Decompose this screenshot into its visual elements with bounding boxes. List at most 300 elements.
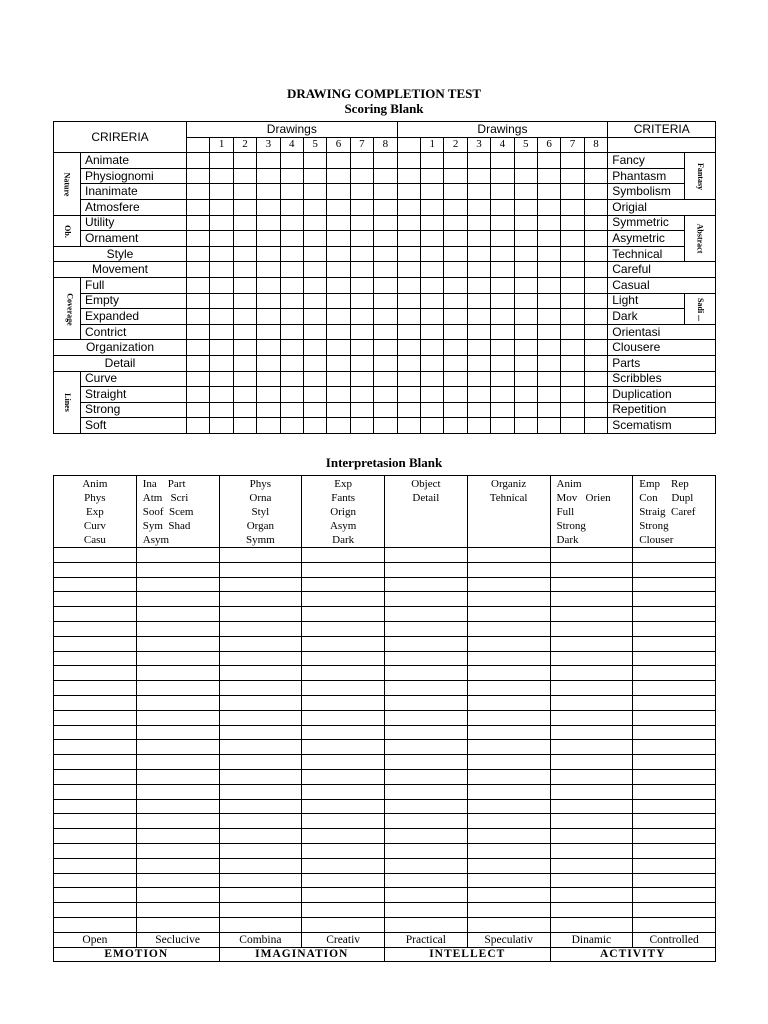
score-cell xyxy=(467,231,490,247)
interp-blank-cell xyxy=(219,903,302,918)
drawing-number: 1 xyxy=(210,137,233,153)
score-cell xyxy=(584,215,608,231)
interp-blank-cell xyxy=(385,548,468,563)
score-cell xyxy=(257,199,280,215)
score-cell xyxy=(467,309,490,325)
interp-blank-cell xyxy=(633,829,716,844)
interp-blank-cell xyxy=(302,755,385,770)
score-cell xyxy=(257,293,280,309)
criteria-item-left: Utility xyxy=(81,215,187,231)
lines-group xyxy=(54,371,81,433)
interp-blank-cell xyxy=(467,829,550,844)
score-cell xyxy=(257,153,280,169)
score-cell xyxy=(491,231,514,247)
score-cell xyxy=(421,246,444,262)
score-cell xyxy=(187,340,210,356)
score-cell xyxy=(233,184,256,200)
interp-blank-cell xyxy=(467,888,550,903)
score-cell xyxy=(561,402,584,418)
score-cell xyxy=(374,215,398,231)
interp-blank-cell xyxy=(633,858,716,873)
criteria-item-left: Inanimate xyxy=(81,184,187,200)
interp-blank-cell xyxy=(385,710,468,725)
score-cell xyxy=(327,215,350,231)
score-cell xyxy=(210,355,233,371)
score-cell xyxy=(491,168,514,184)
interp-blank-cell xyxy=(550,695,633,710)
criteria-header-right: CRITERIA xyxy=(608,122,716,138)
score-cell xyxy=(374,371,398,387)
score-cell xyxy=(187,387,210,403)
score-cell xyxy=(257,402,280,418)
interp-blank-cell xyxy=(136,873,219,888)
score-cell xyxy=(233,231,256,247)
fantasy-group xyxy=(685,153,716,200)
score-cell xyxy=(397,184,420,200)
score-cell xyxy=(421,184,444,200)
score-cell xyxy=(187,277,210,293)
score-cell xyxy=(257,309,280,325)
interp-blank-cell xyxy=(467,755,550,770)
interp-blank-cell xyxy=(550,755,633,770)
score-cell xyxy=(303,418,326,434)
interp-blank-cell xyxy=(467,577,550,592)
interp-blank-cell xyxy=(385,725,468,740)
interp-blank-cell xyxy=(136,695,219,710)
interp-blank-cell xyxy=(550,577,633,592)
score-cell xyxy=(444,215,467,231)
score-cell xyxy=(421,168,444,184)
interp-blank-cell xyxy=(136,562,219,577)
score-cell xyxy=(514,153,537,169)
score-cell xyxy=(327,153,350,169)
score-cell xyxy=(303,324,326,340)
score-cell xyxy=(280,293,303,309)
interp-blank-cell xyxy=(550,784,633,799)
score-cell xyxy=(350,371,373,387)
score-cell xyxy=(187,199,210,215)
score-cell xyxy=(187,402,210,418)
interp-blank-cell xyxy=(633,562,716,577)
interp-blank-cell xyxy=(550,621,633,636)
drawing-number-blank xyxy=(397,137,420,153)
ob-group xyxy=(54,215,81,246)
interp-blank-cell xyxy=(550,888,633,903)
score-cell xyxy=(467,215,490,231)
score-cell xyxy=(233,246,256,262)
score-cell xyxy=(421,340,444,356)
score-cell xyxy=(350,324,373,340)
interp-blank-cell xyxy=(467,799,550,814)
interp-blank-cell xyxy=(633,888,716,903)
interp-blank-cell xyxy=(219,577,302,592)
score-cell xyxy=(491,246,514,262)
criteria-item-right: Fancy xyxy=(608,153,685,169)
score-cell xyxy=(327,168,350,184)
interp-blank-cell xyxy=(467,666,550,681)
interp-blank-cell xyxy=(467,784,550,799)
score-cell xyxy=(210,418,233,434)
score-cell xyxy=(584,168,608,184)
drawing-number-blank xyxy=(187,137,210,153)
score-cell xyxy=(350,153,373,169)
score-cell xyxy=(257,231,280,247)
score-cell xyxy=(561,355,584,371)
score-cell xyxy=(397,231,420,247)
interp-column-header: Organiz Tehnical xyxy=(467,476,550,548)
interp-blank-cell xyxy=(54,710,137,725)
score-cell xyxy=(327,246,350,262)
score-cell xyxy=(467,371,490,387)
score-cell xyxy=(397,309,420,325)
nature-group-label: Nature xyxy=(62,172,72,197)
score-cell xyxy=(280,199,303,215)
interp-blank-cell xyxy=(467,917,550,932)
interp-blank-cell xyxy=(302,784,385,799)
interp-blank-cell xyxy=(219,814,302,829)
score-cell xyxy=(187,371,210,387)
fantasy-group-label: Fantasy xyxy=(695,163,705,191)
score-cell xyxy=(350,418,373,434)
drawing-number: 6 xyxy=(327,137,350,153)
criteria-header-left: CRIRERIA xyxy=(54,122,187,153)
interp-blank-cell xyxy=(136,666,219,681)
score-cell xyxy=(327,184,350,200)
interp-blank-cell xyxy=(633,607,716,622)
interp-blank-cell xyxy=(385,636,468,651)
score-cell xyxy=(187,246,210,262)
interp-footer-label: Seclucive xyxy=(136,932,219,947)
criteria-blank xyxy=(608,137,716,153)
score-cell xyxy=(561,340,584,356)
interp-blank-cell xyxy=(136,843,219,858)
interp-blank-cell xyxy=(550,873,633,888)
lines-group-label: Lines xyxy=(62,393,72,413)
score-cell xyxy=(584,371,608,387)
interp-blank-cell xyxy=(467,681,550,696)
score-cell xyxy=(561,215,584,231)
score-cell xyxy=(280,184,303,200)
score-cell xyxy=(257,418,280,434)
interp-column-header: Anim Mov Orien Full Strong Dark xyxy=(550,476,633,548)
score-cell xyxy=(257,355,280,371)
score-cell xyxy=(397,371,420,387)
score-cell xyxy=(561,293,584,309)
score-cell xyxy=(187,418,210,434)
interp-blank-cell xyxy=(54,740,137,755)
interp-blank-cell xyxy=(302,903,385,918)
interp-blank-cell xyxy=(550,814,633,829)
score-cell xyxy=(561,246,584,262)
score-cell xyxy=(444,387,467,403)
score-cell xyxy=(233,355,256,371)
score-cell xyxy=(467,199,490,215)
interp-blank-cell xyxy=(302,666,385,681)
score-cell xyxy=(233,402,256,418)
interp-blank-cell xyxy=(633,917,716,932)
interp-blank-cell xyxy=(550,607,633,622)
score-cell xyxy=(187,153,210,169)
interp-blank-cell xyxy=(550,843,633,858)
interp-blank-cell xyxy=(54,666,137,681)
interp-blank-cell xyxy=(136,548,219,563)
score-cell xyxy=(491,153,514,169)
drawing-number: 3 xyxy=(467,137,490,153)
score-cell xyxy=(327,293,350,309)
score-cell xyxy=(303,387,326,403)
criteria-item-right: Careful xyxy=(608,262,716,278)
score-cell xyxy=(491,387,514,403)
criteria-item-left: Atmosfere xyxy=(81,199,187,215)
score-cell xyxy=(233,418,256,434)
drawing-number: 8 xyxy=(584,137,608,153)
score-cell xyxy=(537,246,560,262)
interp-blank-cell xyxy=(385,666,468,681)
score-cell xyxy=(514,355,537,371)
criteria-item-right: Phantasm xyxy=(608,168,685,184)
score-cell xyxy=(210,153,233,169)
score-cell xyxy=(303,168,326,184)
interp-blank-cell xyxy=(219,681,302,696)
score-cell xyxy=(514,402,537,418)
score-cell xyxy=(210,215,233,231)
drawings-header-left: Drawings xyxy=(187,122,398,138)
interp-blank-cell xyxy=(219,843,302,858)
score-cell xyxy=(397,402,420,418)
interp-blank-cell xyxy=(219,710,302,725)
score-cell xyxy=(584,309,608,325)
interp-column-header: Ina Part Atm Scri Soof Scem Sym Shad Asym xyxy=(136,476,219,548)
score-cell xyxy=(374,340,398,356)
interp-blank-cell xyxy=(219,799,302,814)
interp-blank-cell xyxy=(136,681,219,696)
criteria-item-left: Detail xyxy=(54,355,187,371)
score-cell xyxy=(257,262,280,278)
score-cell xyxy=(397,246,420,262)
score-cell xyxy=(303,215,326,231)
criteria-item-left: Straight xyxy=(81,387,187,403)
interp-blank-cell xyxy=(467,769,550,784)
abstract-group-label: Abstract xyxy=(695,224,705,254)
score-cell xyxy=(421,387,444,403)
interp-blank-cell xyxy=(54,695,137,710)
score-cell xyxy=(233,277,256,293)
score-cell xyxy=(537,387,560,403)
interp-blank-cell xyxy=(54,903,137,918)
score-cell xyxy=(537,371,560,387)
interp-blank-cell xyxy=(633,725,716,740)
interp-footer-label: Practical xyxy=(385,932,468,947)
score-cell xyxy=(280,168,303,184)
score-cell xyxy=(350,402,373,418)
interp-blank-cell xyxy=(219,873,302,888)
interp-blank-cell xyxy=(136,888,219,903)
score-cell xyxy=(350,199,373,215)
score-cell xyxy=(210,324,233,340)
score-cell xyxy=(584,184,608,200)
score-cell xyxy=(561,262,584,278)
score-cell xyxy=(280,340,303,356)
score-cell xyxy=(537,355,560,371)
score-cell xyxy=(327,199,350,215)
interp-blank-cell xyxy=(385,858,468,873)
score-cell xyxy=(514,387,537,403)
interp-blank-cell xyxy=(136,799,219,814)
score-cell xyxy=(467,418,490,434)
score-cell xyxy=(491,184,514,200)
interp-blank-cell xyxy=(633,799,716,814)
interp-footer-label: Open xyxy=(54,932,137,947)
interp-blank-cell xyxy=(136,607,219,622)
score-cell xyxy=(257,168,280,184)
nature-group xyxy=(54,153,81,215)
score-cell xyxy=(467,168,490,184)
interp-blank-cell xyxy=(467,636,550,651)
score-cell xyxy=(397,277,420,293)
score-cell xyxy=(303,262,326,278)
interp-blank-cell xyxy=(385,903,468,918)
score-cell xyxy=(561,387,584,403)
criteria-item-left: Contrict xyxy=(81,324,187,340)
criteria-item-left: Curve xyxy=(81,371,187,387)
score-cell xyxy=(537,215,560,231)
score-cell xyxy=(374,387,398,403)
score-cell xyxy=(561,153,584,169)
ob-group-label: Ob. xyxy=(62,224,72,238)
score-cell xyxy=(537,168,560,184)
interp-blank-cell xyxy=(219,917,302,932)
interp-blank-cell xyxy=(633,592,716,607)
interp-blank-cell xyxy=(219,651,302,666)
score-cell xyxy=(350,277,373,293)
score-cell xyxy=(514,199,537,215)
score-cell xyxy=(444,277,467,293)
score-cell xyxy=(374,418,398,434)
interp-blank-cell xyxy=(467,695,550,710)
score-cell xyxy=(210,371,233,387)
score-cell xyxy=(187,215,210,231)
score-cell xyxy=(514,340,537,356)
score-cell xyxy=(280,371,303,387)
interp-blank-cell xyxy=(136,829,219,844)
score-cell xyxy=(303,355,326,371)
interp-blank-cell xyxy=(550,917,633,932)
interp-blank-cell xyxy=(302,636,385,651)
score-cell xyxy=(421,153,444,169)
score-cell xyxy=(350,387,373,403)
interp-blank-cell xyxy=(385,695,468,710)
score-cell xyxy=(421,418,444,434)
score-cell xyxy=(561,309,584,325)
interp-category: IMAGINATION xyxy=(219,947,385,962)
score-cell xyxy=(350,293,373,309)
criteria-item-right: Clousere xyxy=(608,340,716,356)
interp-blank-cell xyxy=(219,858,302,873)
criteria-item-left: Organization xyxy=(54,340,187,356)
score-cell xyxy=(350,184,373,200)
interp-blank-cell xyxy=(385,843,468,858)
score-cell xyxy=(257,277,280,293)
interp-blank-cell xyxy=(385,873,468,888)
criteria-item-left: Empty xyxy=(81,293,187,309)
interp-blank-cell xyxy=(54,548,137,563)
interp-footer-label: Combina xyxy=(219,932,302,947)
interp-blank-cell xyxy=(136,621,219,636)
score-cell xyxy=(233,262,256,278)
score-cell xyxy=(584,402,608,418)
score-cell xyxy=(397,153,420,169)
score-cell xyxy=(444,231,467,247)
interp-blank-cell xyxy=(54,829,137,844)
score-cell xyxy=(491,324,514,340)
score-cell xyxy=(584,340,608,356)
score-cell xyxy=(584,153,608,169)
interp-blank-cell xyxy=(54,814,137,829)
score-cell xyxy=(374,231,398,247)
criteria-item-right: Symbolism xyxy=(608,184,685,200)
score-cell xyxy=(257,246,280,262)
interp-blank-cell xyxy=(54,651,137,666)
score-cell xyxy=(280,418,303,434)
sadi-group-label: Sadi ... xyxy=(695,297,705,321)
score-cell xyxy=(514,293,537,309)
criteria-item-left: Full xyxy=(81,277,187,293)
score-cell xyxy=(537,262,560,278)
score-cell xyxy=(374,324,398,340)
score-cell xyxy=(374,402,398,418)
score-cell xyxy=(444,246,467,262)
interp-blank-cell xyxy=(467,562,550,577)
interp-blank-cell xyxy=(219,607,302,622)
score-cell xyxy=(303,277,326,293)
score-cell xyxy=(303,402,326,418)
interp-blank-cell xyxy=(467,843,550,858)
score-cell xyxy=(233,371,256,387)
drawing-number: 5 xyxy=(303,137,326,153)
score-cell xyxy=(327,262,350,278)
score-cell xyxy=(397,340,420,356)
interp-blank-cell xyxy=(467,548,550,563)
interp-blank-cell xyxy=(136,710,219,725)
interp-blank-cell xyxy=(302,858,385,873)
interp-blank-cell xyxy=(219,621,302,636)
interp-blank-cell xyxy=(136,858,219,873)
interp-blank-cell xyxy=(302,843,385,858)
criteria-item-right: Dark xyxy=(608,309,685,325)
score-cell xyxy=(187,309,210,325)
interp-category: ACTIVITY xyxy=(550,947,716,962)
score-cell xyxy=(491,262,514,278)
interp-blank-cell xyxy=(633,755,716,770)
score-cell xyxy=(467,340,490,356)
interp-blank-cell xyxy=(385,799,468,814)
interp-footer-label: Dinamic xyxy=(550,932,633,947)
interp-blank-cell xyxy=(219,829,302,844)
score-cell xyxy=(280,277,303,293)
interp-blank-cell xyxy=(136,725,219,740)
score-cell xyxy=(210,246,233,262)
interp-blank-cell xyxy=(467,725,550,740)
score-cell xyxy=(374,153,398,169)
score-cell xyxy=(537,199,560,215)
interp-blank-cell xyxy=(633,814,716,829)
score-cell xyxy=(187,231,210,247)
interp-blank-cell xyxy=(54,843,137,858)
criteria-item-left: Expanded xyxy=(81,309,187,325)
criteria-item-left: Movement xyxy=(54,262,187,278)
score-cell xyxy=(350,355,373,371)
score-cell xyxy=(584,277,608,293)
